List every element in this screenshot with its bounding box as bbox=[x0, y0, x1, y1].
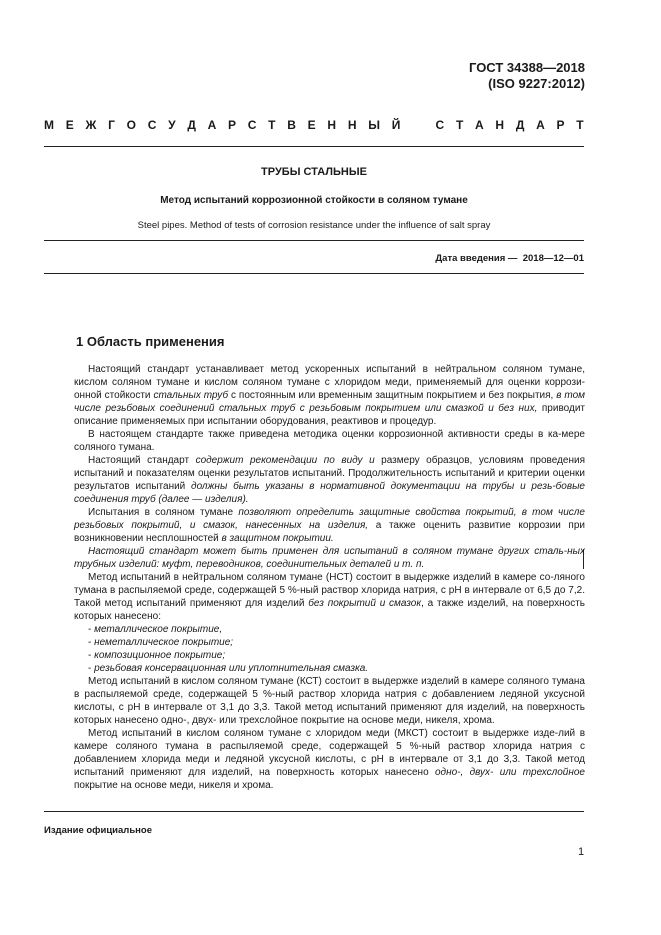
banner-letter: Д bbox=[187, 118, 196, 132]
document-title: ТРУБЫ СТАЛЬНЫЕ bbox=[261, 166, 367, 178]
paragraph-6: Метод испытаний в нейтральном соляном тумане (НСТ) состоит в выдержке изделий в камере со-ляного тумана в распыляемой среде, содержащей 5 %-ный раствор хлорида натрия, с pH в интервале от 6,5 до 7,2. Такой метод испытаний применяют для изделий без покрытий и смазок, а также изделий, на поверхность которых нанесено: bbox=[74, 572, 586, 622]
standard-number: ГОСТ 34388—2018 bbox=[469, 60, 585, 75]
paragraph-3: Настоящий стандарт содержит рекомендации по виду и размеру образцов, условиям проведения испытаний и показателям оценки результатов испытаний. Продолжительность испытаний и критерии оценки результатов испытаний должны быть указаны в нормативной документации на трубы и резь-бовые соединения труб (далее — изделия). bbox=[74, 455, 585, 505]
banner-letter: Е bbox=[65, 118, 74, 132]
list-item: - металлическое покрытие, bbox=[88, 624, 223, 635]
banner-letter: Р bbox=[556, 118, 565, 132]
banner-letter: Ж bbox=[85, 118, 97, 132]
banner-letter: Н bbox=[347, 118, 357, 132]
banner-letter: Й bbox=[391, 118, 401, 132]
banner-letter: С bbox=[147, 118, 157, 132]
banner-letter: Д bbox=[515, 118, 525, 132]
banner-letter: М bbox=[44, 118, 54, 132]
banner-letter: С bbox=[247, 118, 257, 132]
title-rule bbox=[44, 240, 584, 241]
banner-letter: Т bbox=[268, 118, 276, 132]
header-rule bbox=[44, 146, 584, 147]
list-item: - неметаллическое покрытие; bbox=[88, 637, 234, 648]
english-title: Steel pipes. Method of tests of corrosion resistance under the influence of salt spray bbox=[137, 220, 491, 231]
banner-letter: У bbox=[168, 118, 176, 132]
interstate-standard-banner bbox=[44, 118, 584, 132]
banner-letter: Т bbox=[576, 118, 584, 132]
list-item: - резьбовая консервационная или уплотнительная смазка. bbox=[88, 663, 369, 674]
banner-letter: А bbox=[536, 118, 545, 132]
change-marker bbox=[583, 549, 584, 569]
banner-letter: Р bbox=[228, 118, 237, 132]
banner-letter: А bbox=[207, 118, 217, 132]
paragraph-2: В настоящем стандарте также приведена методика оценки коррозионной активности среды в ка-мере соляного тумана. bbox=[74, 429, 585, 453]
paragraph-7: Метод испытаний в кислом соляном тумане (КСТ) состоит в выдержке изделий в камере соляного тумана в распыляемой среде, содержащей 5 %-ный раствор хлорида натрия с добавлением ледяной уксусной кислоты, с pH в интервале от 3,1 до 3,3. Такой метод испытаний применяют для изделий, на поверхность которых нанесено одно-, двух- или трехслойное покрытие на основе меди, никеля, хрома. bbox=[74, 676, 585, 726]
standard-number-block bbox=[469, 60, 585, 92]
section-heading: 1 Область применения bbox=[76, 334, 225, 349]
banner-letter: Т bbox=[455, 118, 464, 132]
iso-number: (ISO 9227:2012) bbox=[488, 76, 585, 91]
document-subtitle: Метод испытаний коррозионной стойкости в соляном тумане bbox=[160, 195, 468, 206]
date-rule bbox=[44, 273, 584, 274]
page-number: 1 bbox=[578, 846, 585, 858]
banner-letter: Ы bbox=[368, 118, 380, 132]
banner-letter: В bbox=[287, 118, 296, 132]
introduction-date-value: 2018—12—01 bbox=[522, 253, 584, 264]
banner-letter: Г bbox=[108, 118, 115, 132]
official-edition-label: Издание официальное bbox=[44, 825, 152, 836]
list-item: - композиционное покрытие; bbox=[88, 650, 226, 661]
paragraph-1: Настоящий стандарт устанавливает метод ускоренных испытаний в нейтральном соляном тумане, кислом соляном тумане и кислом соляном тумане с хлоридом меди, применяемый для оценки коррози-онной стойкости стальных труб с постоянным или временным защитным покрытием и без покрытия, в том числе резьбовых соединений стальных труб с резьбовым покрытием или смазкой и без них, приводит описание применяемых при испытании оборудования, реактивов и процедур. bbox=[74, 364, 586, 427]
footer-rule bbox=[44, 811, 584, 812]
paragraph-8: Метод испытаний в кислом соляном тумане с хлоридом меди (МКСТ) состоит в выдержке изде-лий в камере соляного тумана в распыляемой среде, содержащей 5 %-ный раствор хлорида натрия с добавлением хлорида меди и ледяной уксусной кислоты, с pH в интервале от 3,1 до 3,3. Такой метод испытаний применяют для изделий, на поверхность которых нанесено одно-, двух- или трехслойное покрытие на основе меди, никеля и хрома. bbox=[74, 728, 585, 791]
introduction-date bbox=[435, 253, 584, 264]
banner-letter: С bbox=[435, 118, 445, 132]
banner-letter: Н bbox=[327, 118, 337, 132]
banner-letter: Е bbox=[307, 118, 316, 132]
banner-letter: О bbox=[126, 118, 136, 132]
banner-letter: Н bbox=[495, 118, 505, 132]
paragraph-5: Настоящий стандарт может быть применен для испытаний в соляном тумане других сталь-ных трубных изделий: муфт, переводников, соединительных деталей и т. п. bbox=[74, 546, 585, 570]
paragraph-4: Испытания в соляном тумане позволяют определить защитные свойства покрытий, в том числе резьбовых покрытий, и смазок, нанесенных на изделия, а также оценить развитие коррозии при возникновении несплошностей в защитном покрытии. bbox=[74, 507, 585, 544]
introduction-date-label: Дата введения — bbox=[435, 253, 518, 264]
section-body bbox=[74, 363, 585, 792]
banner-letter: А bbox=[475, 118, 484, 132]
